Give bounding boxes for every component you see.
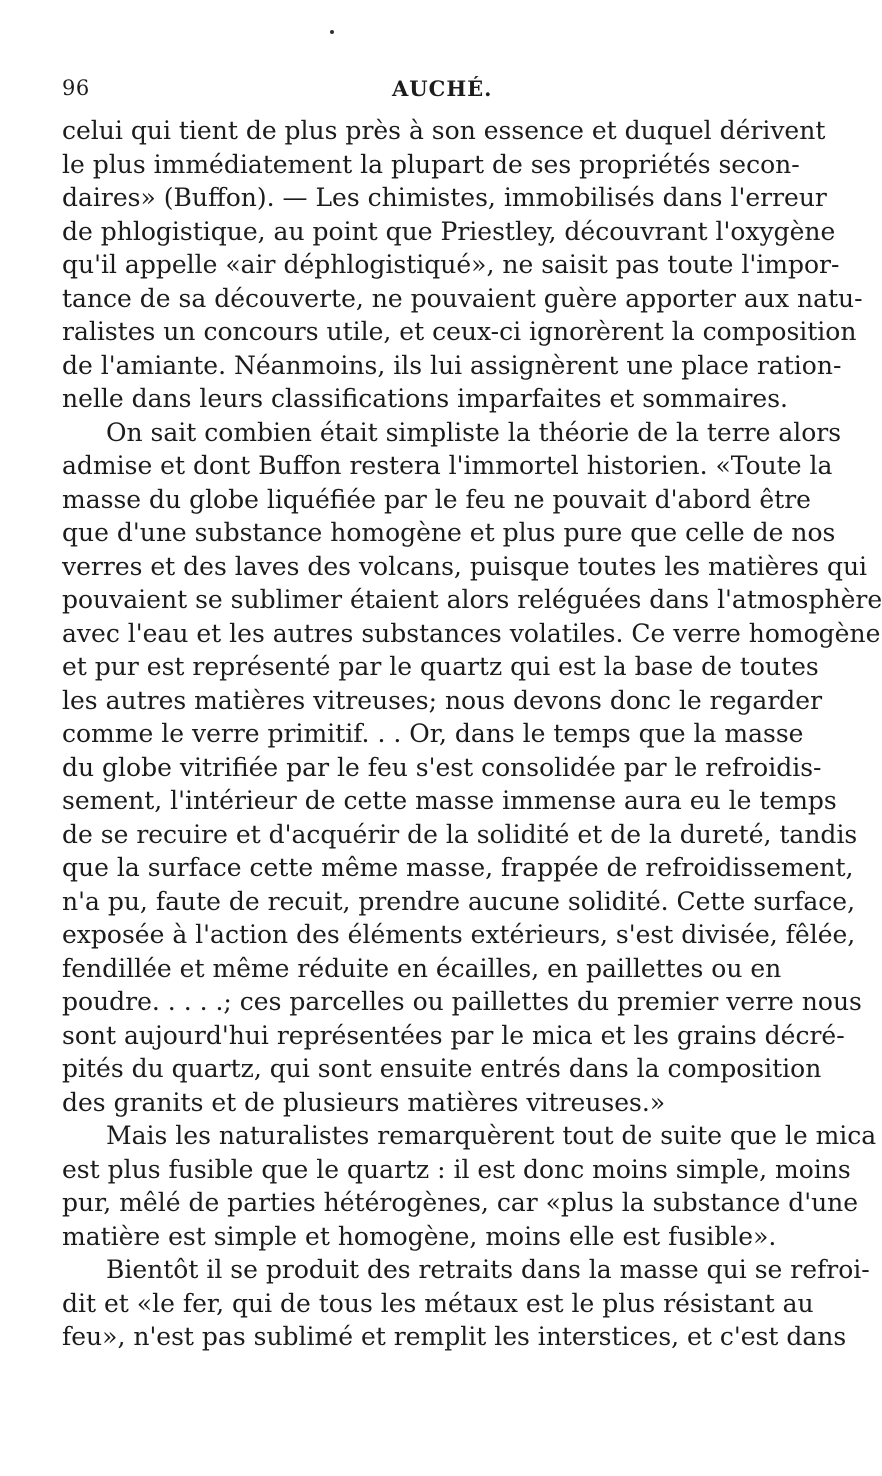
text-line: celui qui tient de plus près à son essence et duquel dérivent <box>62 116 826 145</box>
text-line: feu», n'est pas sublimé et remplit les interstices, et c'est dans <box>62 1322 847 1351</box>
text-line: matière est simple et homogène, moins elle est fusible». <box>62 1221 777 1251</box>
text-line: de l'amiante. Néanmoins, ils lui assignèrent une place ration- <box>62 350 842 380</box>
text-line: daires» (Buffon). — Les chimistes, immobilisés dans l'erreur <box>62 183 827 212</box>
text-line: de se recuire et d'acquérir de la solidité et de la dureté, tandis <box>62 819 858 849</box>
text-line: dit et «le fer, qui de tous les métaux est le plus résistant au <box>62 1288 814 1318</box>
text-line: masse du globe liquéfiée par le feu ne pouvait d'abord être <box>62 484 811 514</box>
text-line: comme le verre primitif. . . Or, dans le temps que la masse <box>62 719 804 748</box>
text-line: tance de sa découverte, ne pouvaient guère apporter aux natu- <box>62 283 863 313</box>
text-line: sont aujourd'hui représentées par le mica et les grains décré- <box>62 1020 845 1050</box>
text-line: pouvaient se sublimer étaient alors reléguées dans l'atmosphère <box>62 585 882 614</box>
text-line: qu'il appelle «air déphlogistiqué», ne saisit pas toute l'impor- <box>62 250 840 279</box>
text-line: verres et des laves des volcans, puisque toutes les matières qui <box>62 551 868 581</box>
text-line: On sait combien était simpliste la théorie de la terre alors <box>106 417 842 447</box>
text-line: nelle dans leurs classifications imparfaites et sommaires. <box>62 384 788 413</box>
text-line: du globe vitrifiée par le feu s'est consolidée par le refroidis- <box>62 752 822 782</box>
text-line: fendillée et même réduite en écailles, en paillettes ou en <box>62 953 782 983</box>
text-line: est plus fusible que le quartz : il est donc moins simple, moins <box>62 1154 851 1184</box>
text-line: admise et dont Buffon restera l'immortel historien. «Toute la <box>62 451 833 480</box>
page-number: 96 <box>62 76 90 100</box>
text-line: Bientôt il se produit des retraits dans la masse qui se refroi- <box>106 1255 870 1284</box>
text-line: de phlogistique, au point que Priestley, découvrant l'oxygène <box>62 216 836 246</box>
text-line: et pur est représenté par le quartz qui est la base de toutes <box>62 652 819 681</box>
text-line: Mais les naturalistes remarquèrent tout de suite que le mica <box>106 1121 877 1150</box>
text-line: les autres matières vitreuses; nous devons donc le regarder <box>62 685 823 715</box>
body-text <box>62 114 882 1394</box>
text-line: que d'une substance homogène et plus pure que celle de nos <box>62 518 836 547</box>
text-line: pur, mêlé de parties hétérogènes, car «plus la substance d'une <box>62 1188 859 1217</box>
top-speck-mark <box>330 30 334 34</box>
text-line: le plus immédiatement la plupart de ses propriétés secon- <box>62 149 800 179</box>
text-line: ralistes un concours utile, et ceux-ci ignorèrent la composition <box>62 317 857 346</box>
text-line: pités du quartz, qui sont ensuite entrés dans la composition <box>62 1054 822 1083</box>
running-title: AUCHÉ. <box>392 76 493 101</box>
text-line: que la surface cette même masse, frappée de refroidissement, <box>62 853 854 882</box>
text-line: avec l'eau et les autres substances volatiles. Ce verre homogène <box>62 618 881 648</box>
text-line: exposée à l'action des éléments extérieurs, s'est divisée, fêlée, <box>62 920 856 949</box>
running-head <box>62 76 762 106</box>
text-line: des granits et de plusieurs matières vitreuses.» <box>62 1087 666 1117</box>
text-line: n'a pu, faute de recuit, prendre aucune solidité. Cette surface, <box>62 886 856 916</box>
text-line: poudre. . . . .; ces parcelles ou paillettes du premier verre nous <box>62 987 862 1016</box>
text-line: sement, l'intérieur de cette masse immense aura eu le temps <box>62 786 837 815</box>
